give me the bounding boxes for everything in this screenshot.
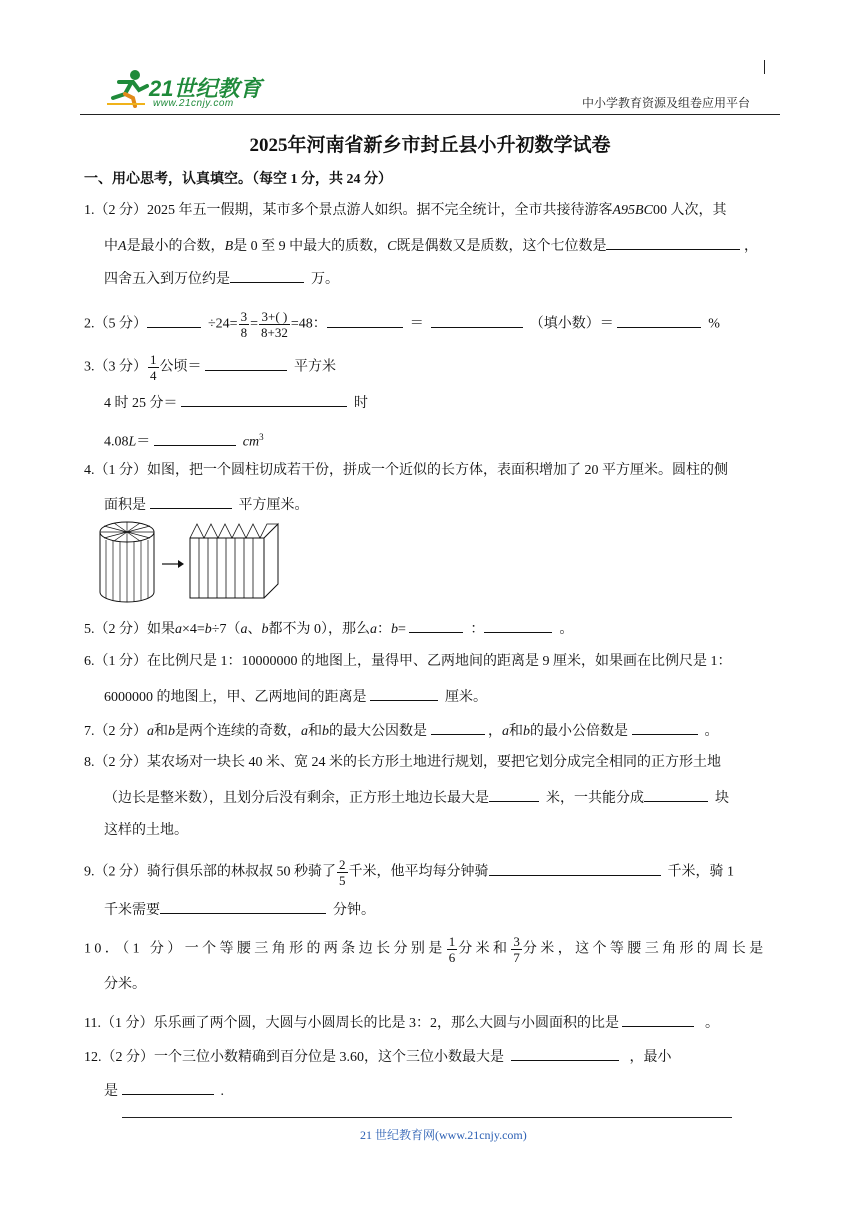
answer-blank[interactable] (154, 431, 236, 446)
answer-blank[interactable] (409, 618, 463, 633)
runner-logo-icon (105, 68, 151, 108)
answer-blank[interactable] (489, 861, 661, 876)
question-4-line-1: 4.（1 分）如图，把一个圆柱切成若干份，拼成一个近似的长方体，表面积增加了 20 平方厘米。圆柱的侧 (84, 463, 728, 478)
question-12-line-1: 12.（2 分）一个三位小数精确到百分位是 3.60，这个三位小数最大是 ，最小 (84, 1046, 672, 1068)
header-mark (764, 60, 765, 74)
answer-blank[interactable] (205, 356, 287, 371)
fraction: $\frac{3}{7}$ (513, 934, 520, 965)
question-8-line-3: 这样的土地。 (104, 823, 188, 838)
question-11: 11.（1 分）乐乐画了两个圆，大圆与小圆周长的比是 3：2，那么大圆与小圆面积的比是 。 (84, 1012, 719, 1034)
question-7: 7.（2 分）a和b是两个连续的奇数，a和b的最大公因数是 ，a和b的最小公倍数是 。 (84, 720, 719, 742)
answer-blank[interactable] (606, 235, 740, 250)
answer-blank[interactable] (181, 392, 347, 407)
question-3-line-2: 4 时 25 分＝ 时 (104, 392, 368, 414)
answer-blank[interactable] (147, 313, 201, 328)
footer-divider (122, 1117, 732, 1118)
question-9-line-1: 9.（2 分）骑行俱乐部的林叔叔 50 秒骑了 $\frac{2}{5}$ 千米，他平均每分钟骑 千米，骑 1 (84, 857, 734, 888)
fraction: $\frac{3}{8}$ (240, 309, 248, 340)
fraction: $\frac{1}{4}$ (150, 352, 157, 383)
question-1-line-2: 中A是最小的合数，B是 0 至 9 中最大的质数，C既是偶数又是质数，这个七位数是 ， (104, 235, 758, 257)
logo-text: 21世纪教育 (149, 76, 262, 101)
platform-label: 中小学教育资源及组卷应用平台 (582, 96, 751, 110)
cylinder-shape (100, 522, 154, 602)
question-3-line-3: 4.08L＝ $cm^3$ (104, 432, 264, 450)
question-10-line-1: 10．（1 分）一个等腰三角形的两条边长分别是 $\frac{1}{6}$ 分米和 $\frac{3}{7}$ 分米，这个等腰三角形的周长是 (84, 934, 767, 965)
question-2: 2.（5 分） ÷24= $\frac{3}{8}$ = $\frac{3+( )}{8+32}$ =48： ＝ （填小数）＝ % (84, 309, 720, 340)
answer-blank[interactable] (622, 1012, 694, 1027)
question-12-line-2: 是 . (104, 1080, 224, 1102)
question-6-line-1: 6.（1 分）在比例尺是 1：10000000 的地图上，量得甲、乙两地间的距离是 9 厘米，如果画在比例尺是 1： (84, 654, 732, 669)
logo (105, 68, 275, 112)
answer-blank[interactable] (489, 787, 539, 802)
section-heading: 一、用心思考，认真填空。（每空 1 分，共 24 分） (84, 172, 392, 187)
question-3-line-1: 3.（3 分） $\frac{1}{4}$ 公顷＝ 平方米 (84, 352, 336, 383)
fraction: $\frac{3+( )}{8+32}$ (261, 309, 288, 340)
question-1-line-3: 四舍五入到万位约是 万。 (104, 268, 339, 290)
logo-url: www.21cnjy.com (153, 98, 234, 109)
cuboid-shape (190, 524, 278, 598)
question-10-line-2: 分米。 (104, 977, 146, 992)
question-5: 5.（2 分）如果a×4=b÷7（a、b都不为 0），那么a：b= ： 。 (84, 618, 573, 640)
answer-blank[interactable] (122, 1080, 214, 1095)
answer-blank[interactable] (632, 720, 698, 735)
question-1-line-1: 1.（2 分）2025 年五一假期，某市多个景点游人如织。据不完全统计，全市共接待游客A95BC00 人次，其 (84, 203, 727, 218)
answer-blank[interactable] (644, 787, 708, 802)
answer-blank[interactable] (431, 720, 485, 735)
answer-blank[interactable] (160, 899, 326, 914)
question-8-line-2: （边长是整米数），且划分后没有剩余，正方形土地边长最大是 米，一共能分成 块 (104, 787, 729, 809)
footer-text: 21 世纪教育网(www.21cnjy.com) (360, 1128, 527, 1142)
question-9-line-2: 千米需要 分钟。 (104, 899, 375, 921)
answer-blank[interactable] (511, 1046, 619, 1061)
fraction: $\frac{1}{6}$ (448, 934, 456, 965)
arrow-right-icon (162, 560, 184, 568)
cylinder-to-cuboid-figure (98, 518, 284, 604)
header-divider (80, 114, 780, 115)
answer-blank[interactable] (484, 618, 552, 633)
answer-blank[interactable] (370, 686, 438, 701)
answer-blank[interactable] (150, 494, 232, 509)
header (0, 0, 860, 116)
question-8-line-1: 8.（2 分）某农场对一块长 40 米、宽 24 米的长方形土地进行规划，要把它划分成完全相同的正方形土地 (84, 755, 721, 770)
page-title: 2025年河南省新乡市封丘县小升初数学试卷 (249, 135, 611, 156)
answer-blank[interactable] (327, 313, 403, 328)
answer-blank[interactable] (230, 268, 304, 283)
answer-blank[interactable] (617, 313, 701, 328)
question-4-line-2: 面积是 平方厘米。 (104, 494, 309, 516)
question-6-line-2: 6000000 的地图上，甲、乙两地间的距离是 厘米。 (104, 686, 487, 708)
answer-blank[interactable] (431, 313, 523, 328)
fraction: $\frac{2}{5}$ (339, 857, 346, 888)
